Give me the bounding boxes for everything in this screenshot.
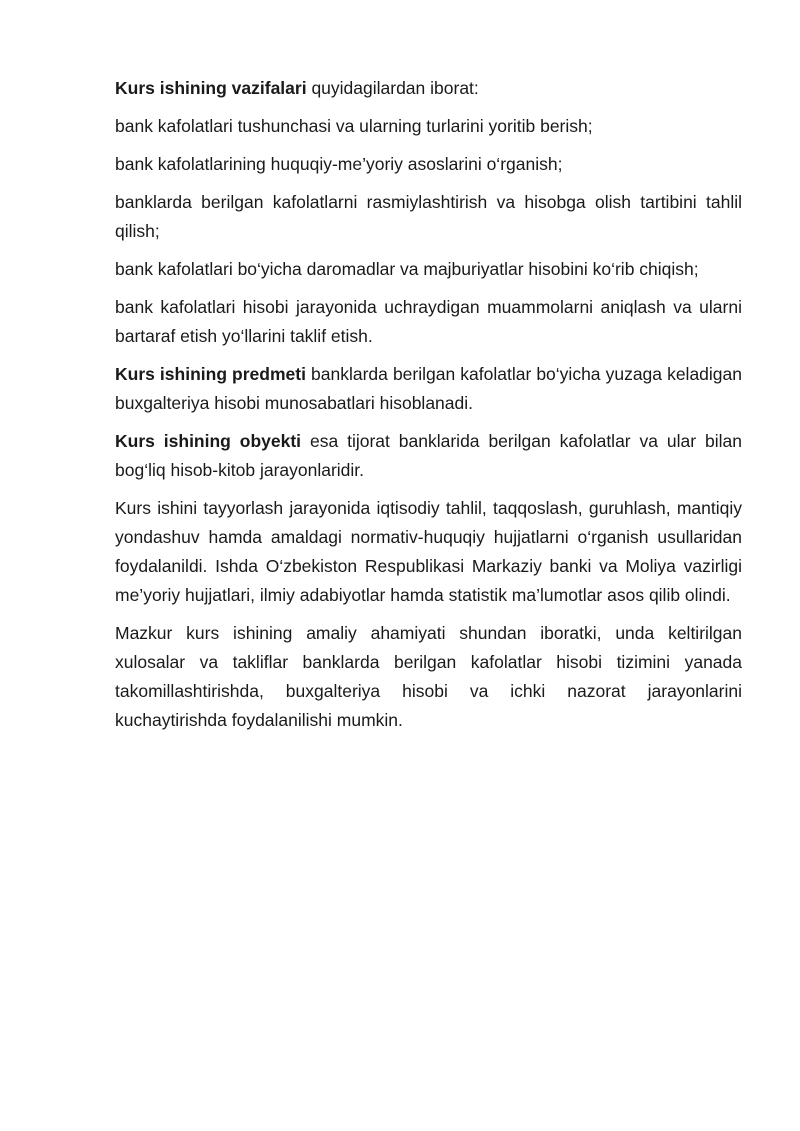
tasks-intro-paragraph xyxy=(115,74,742,103)
task-item: banklarda berilgan kafolatlarni rasmiylashtirish va hisobga olish tartibini tahlil qilish; xyxy=(115,192,742,241)
task-item: bank kafolatlarining huquqiy-me’yoriy asoslarini o‘rganish; xyxy=(115,154,563,174)
task-item: bank kafolatlari bo‘yicha daromadlar va majburiyatlar hisobini ko‘rib chiqish; xyxy=(115,259,699,279)
subject-heading: Kurs ishining predmeti xyxy=(115,364,306,384)
task-item: bank kafolatlari hisobi jarayonida uchraydigan muammolarni aniqlash va ularni bartaraf etish yo‘llarini taklif etish. xyxy=(115,297,742,346)
subject-text: banklarda berilgan kafolatlar bo‘yicha yuzaga keladigan buxgalteriya hisobi munosabatlari hisoblanadi. xyxy=(115,364,742,413)
object-paragraph xyxy=(115,427,742,485)
object-heading: Kurs ishining obyekti xyxy=(115,431,302,451)
task-item: bank kafolatlari tushunchasi va ularning turlarini yoritib berish; xyxy=(115,116,593,136)
object-text: esa tijorat banklarida berilgan kafolatlar va ular bilan bog‘liq hisob-kitob jarayonlaridir. xyxy=(115,431,742,480)
subject-paragraph xyxy=(115,360,742,418)
tasks-intro-text: quyidagilardan iborat: xyxy=(306,78,479,98)
practical-significance-paragraph: Mazkur kurs ishining amaliy ahamiyati shundan iboratki, unda keltirilgan xulosalar va takliflar banklarda berilgan kafolatlar hisobi tizimini yanada takomillashtirishda, buxgalteriya hisobi va ichki nazorat jarayonlarini kuchaytirishda foydalanilishi mumkin. xyxy=(115,623,742,730)
tasks-heading: Kurs ishining vazifalari xyxy=(115,78,307,98)
document-page xyxy=(115,74,742,744)
methods-paragraph: Kurs ishini tayyorlash jarayonida iqtisodiy tahlil, taqqoslash, guruhlash, mantiqiy yondashuv hamda amaldagi normativ-huquqiy hujjatlarni o‘rganish usullaridan foydalanildi. Ishda O‘zbekiston Respublikasi Markaziy banki va Moliya vazirligi me’yoriy hujjatlari, ilmiy adabiyotlar hamda statistik ma’lumotlar asos qilib olindi. xyxy=(115,498,742,605)
